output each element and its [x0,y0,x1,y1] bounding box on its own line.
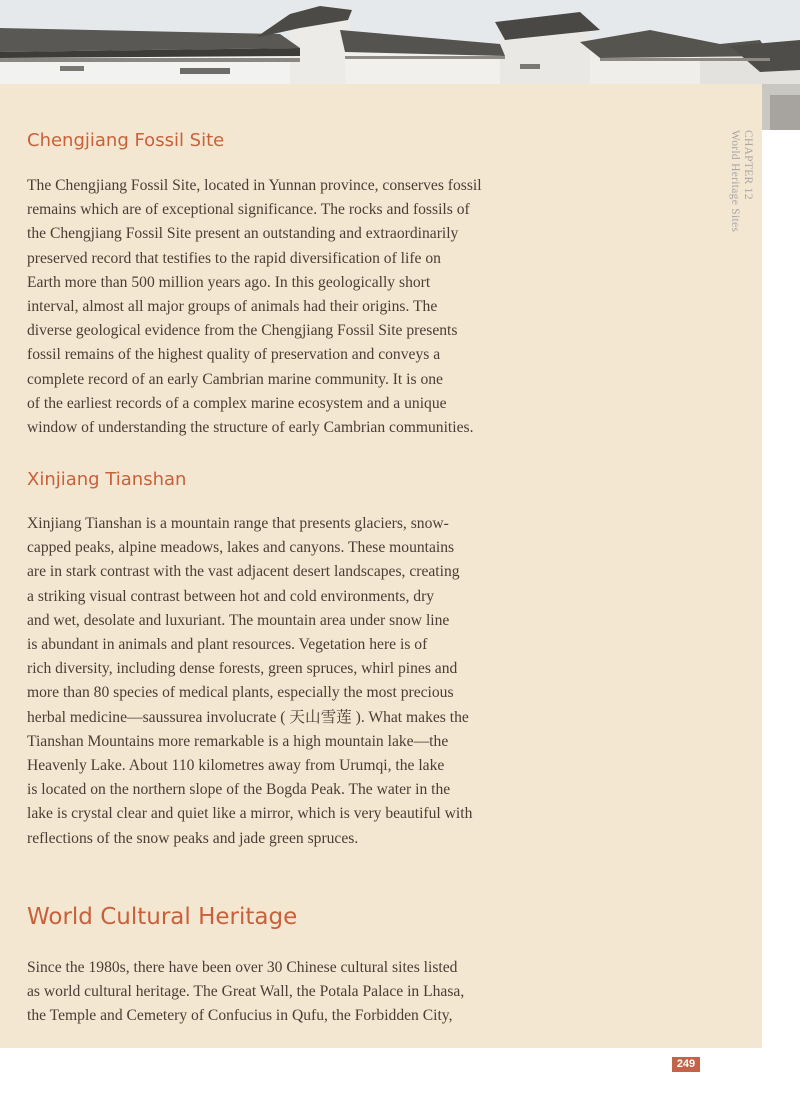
chapter-number: CHAPTER 12 [742,130,754,200]
text-line: as world cultural heritage. The Great Wall, the Potala Palace in Lhasa, [27,983,465,1001]
paragraph-cultural-heritage [27,956,464,1029]
text-line: is abundant in animals and plant resources. Vegetation here is of [27,636,428,654]
text-line: complete record of an early Cambrian marine community. It is one [27,370,443,388]
text-line: and wet, desolate and luxuriant. The mountain area under snow line [27,611,450,629]
heading-world-cultural-heritage: World Cultural Heritage [27,904,298,930]
text-line: rich diversity, including dense forests, green spruces, whirl pines and [27,660,458,678]
paragraph-xinjiang [27,512,472,851]
chapter-side-label [728,130,754,232]
text-line: more than 80 species of medical plants, especially the most precious [27,684,454,702]
text-line: herbal medicine—saussurea involucrate ( 天山雪莲 ). What makes the [27,708,469,726]
content-panel [0,84,762,1048]
text-line: remains which are of exceptional significance. The rocks and fossils of [27,201,470,219]
text-line: reflections of the snow peaks and jade green spruces. [27,829,359,847]
text-line: Heavenly Lake. About 110 kilometres away from Urumqi, the lake [27,757,445,775]
text-line: Since the 1980s, there have been over 30 Chinese cultural sites listed [27,959,458,976]
text-line: fossil remains of the highest quality of preservation and conveys a [27,346,441,364]
chapter-title: World Heritage Sites [729,130,741,233]
text-line: preserved record that testifies to the rapid diversification of life on [27,249,441,267]
text-line: capped peaks, alpine meadows, lakes and canyons. These mountains [27,539,455,557]
heading-xinjiang: Xinjiang Tianshan [27,469,187,490]
paragraph-chengjiang [27,174,482,440]
text-line: Xinjiang Tianshan is a mountain range that presents glaciers, snow- [27,515,449,532]
text-line: diverse geological evidence from the Chengjiang Fossil Site presents [27,322,458,340]
text-line: the Chengjiang Fossil Site present an outstanding and extraordinarily [27,225,459,243]
text-line: a striking visual contrast between hot and cold environments, dry [27,587,435,605]
text-line: Earth more than 500 million years ago. In this geologically short [27,273,431,291]
text-line: The Chengjiang Fossil Site, located in Yunnan province, conserves fossil [27,177,482,194]
text-line: window of understanding the structure of early Cambrian communities. [27,419,474,437]
text-line: are in stark contrast with the vast adjacent desert landscapes, creating [27,563,460,581]
text-line: is located on the northern slope of the Bogda Peak. The water in the [27,781,451,799]
text-line: Tianshan Mountains more remarkable is a high mountain lake—the [27,732,449,750]
text-line: interval, almost all major groups of animals had their origins. The [27,298,438,316]
text-line: lake is crystal clear and quiet like a mirror, which is very beautiful with [27,805,473,823]
heading-chengjiang: Chengjiang Fossil Site [27,130,225,151]
page-number-badge: 249 [672,1057,700,1072]
text-line: the Temple and Cemetery of Confucius in Qufu, the Forbidden City, [27,1007,453,1025]
text-line: of the earliest records of a complex marine ecosystem and a unique [27,394,447,412]
